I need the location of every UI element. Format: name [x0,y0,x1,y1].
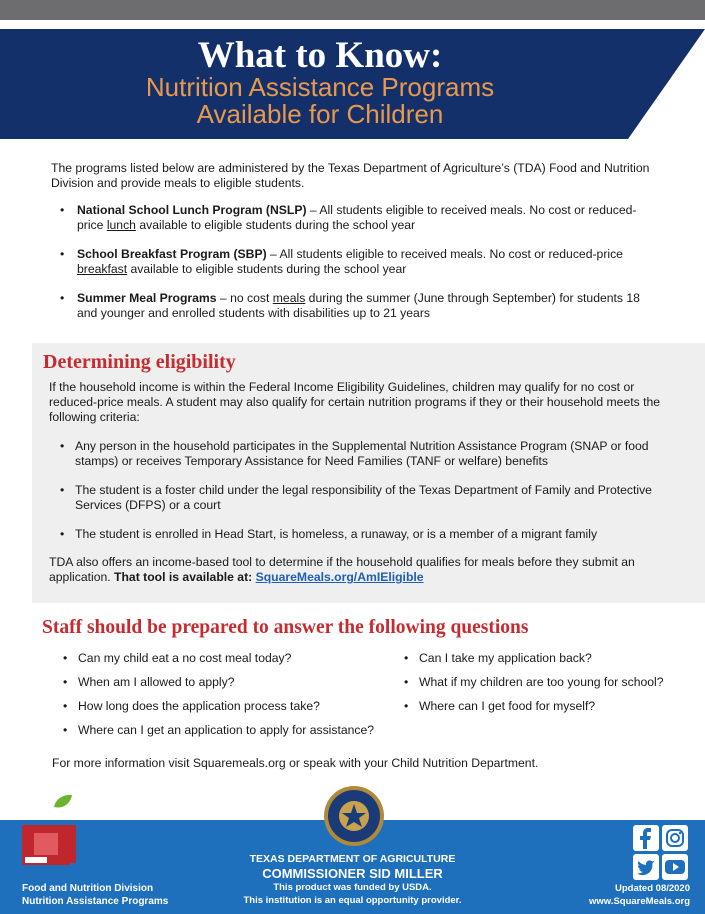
texas-agriculture-seal [323,785,385,847]
bullet-icon: • [60,483,65,497]
question-item [404,651,704,675]
question-item [63,723,403,747]
bullet-icon: • [63,651,68,665]
program-item-summer [60,291,660,321]
program-text: – no cost [216,291,273,305]
tool-bold: That tool is available at: [114,570,256,584]
bullet-icon: • [63,699,68,713]
top-gray-bar [0,0,705,20]
footer-programs: Nutrition Assistance Programs [22,896,169,907]
footer-equal-opportunity: This institution is an equal opportunity provider. [243,895,462,906]
eligibility-tool-note [49,555,669,585]
instagram-icon[interactable] [662,825,688,851]
program-text: available to eligible students during the school year [127,262,407,276]
program-underlined: lunch [106,218,136,232]
question-text: Where can I get food for myself? [419,699,596,713]
facebook-icon[interactable] [633,825,659,851]
program-list [60,203,660,335]
bullet-icon: • [63,723,68,737]
eligibility-intro: If the household income is within the Federal Income Eligibility Guidelines, children may qualify for no cost or reduced-price meals. A student may also qualify for certain nutrition programs if they or their household meets the following criteria: [49,380,661,424]
bullet-icon: • [60,439,65,453]
question-text: Can I take my application back? [419,651,592,665]
footer-funding-note: This product was funded by USDA. [273,882,432,893]
criteria-item [60,483,675,513]
bullet-icon: • [63,675,68,689]
program-underlined: meals [272,291,306,305]
program-text: available to eligible students during the school year [135,218,416,232]
program-name: National School Lunch Program (NSLP) [77,203,307,217]
tool-text: TDA also offers an income-based tool to determine if the household qualifies for meals before they submit an application. [49,555,635,584]
page-subtitle-line2: Available for Children [196,99,444,129]
questions-right-list [404,651,704,723]
eligibility-section [32,343,705,603]
page-title: What to Know: [197,35,443,76]
bullet-icon: • [60,291,65,305]
criteria-item [60,439,675,469]
program-text: – All students eligible to received meals. No cost or reduced-price [77,203,637,232]
eligibility-heading: Determining eligibility [43,351,236,373]
criteria-item [60,527,675,542]
question-text: Can my child eat a no cost meal today? [78,651,292,665]
question-text: Where can I get an application to apply for assistance? [78,723,375,737]
question-text: What if my children are too young for school? [419,675,664,689]
bullet-icon: • [404,699,409,713]
bullet-icon: • [60,527,65,541]
am-i-eligible-link[interactable]: SquareMeals.org/AmIEligible [255,570,424,584]
footer-division: Food and Nutrition Division [22,883,154,894]
twitter-icon[interactable] [633,854,659,880]
more-info-line: For more information visit Squaremeals.org or speak with your Child Nutrition Department. [52,756,539,770]
program-item-nslp [60,203,660,233]
program-item-sbp [60,247,660,277]
footer-updated-date: Updated 08/2020 [615,883,690,894]
bullet-icon: • [404,651,409,665]
question-text: When am I allowed to apply? [78,675,235,689]
question-item [63,699,403,723]
square-meals-logo [20,793,82,873]
program-underlined: breakfast [77,262,128,276]
criteria-text: The student is a foster child under the legal responsibility of the Texas Department of Family and Protective Services (DFPS) or a court [75,483,652,512]
bullet-icon: • [60,247,65,261]
questions-left-list [63,651,403,747]
bullet-icon: • [60,203,65,217]
question-item [404,675,704,699]
criteria-text: Any person in the household participates in the Supplemental Nutrition Assistance Program (SNAP or food stamps) or receives Temporary Assistance for Need Families (TANF or welfare) benefits [75,439,649,468]
intro-paragraph: The programs listed below are administered by the Texas Department of Agriculture’s (TDA) Food and Nutrition Division and provide meals to eligible students. [51,161,650,190]
youtube-icon[interactable] [662,854,688,880]
footer-department: TEXAS DEPARTMENT OF AGRICULTURE [249,853,456,865]
question-text: How long does the application process take? [78,699,320,713]
program-name: Summer Meal Programs [77,291,217,305]
program-text: during the summer (June through September) for students 18 and younger and enrolled students with disabilities up to 21 years [77,291,640,320]
question-item [404,699,704,723]
question-item [63,675,403,699]
program-name: School Breakfast Program (SBP) [77,247,267,261]
criteria-text: The student is enrolled in Head Start, is homeless, a runaway, or is a member of a migrant family [75,527,598,541]
page-subtitle-line1: Nutrition Assistance Programs [145,72,495,102]
question-item [63,651,403,675]
footer-commissioner: COMMISSIONER SID MILLER [262,866,443,881]
footer-website-link[interactable]: www.SquareMeals.org [588,896,690,907]
bullet-icon: • [404,675,409,689]
program-text: – All students eligible to received meals. No cost or reduced-price [266,247,623,261]
criteria-list [60,439,675,542]
staff-heading: Staff should be prepared to answer the following questions [42,617,529,638]
